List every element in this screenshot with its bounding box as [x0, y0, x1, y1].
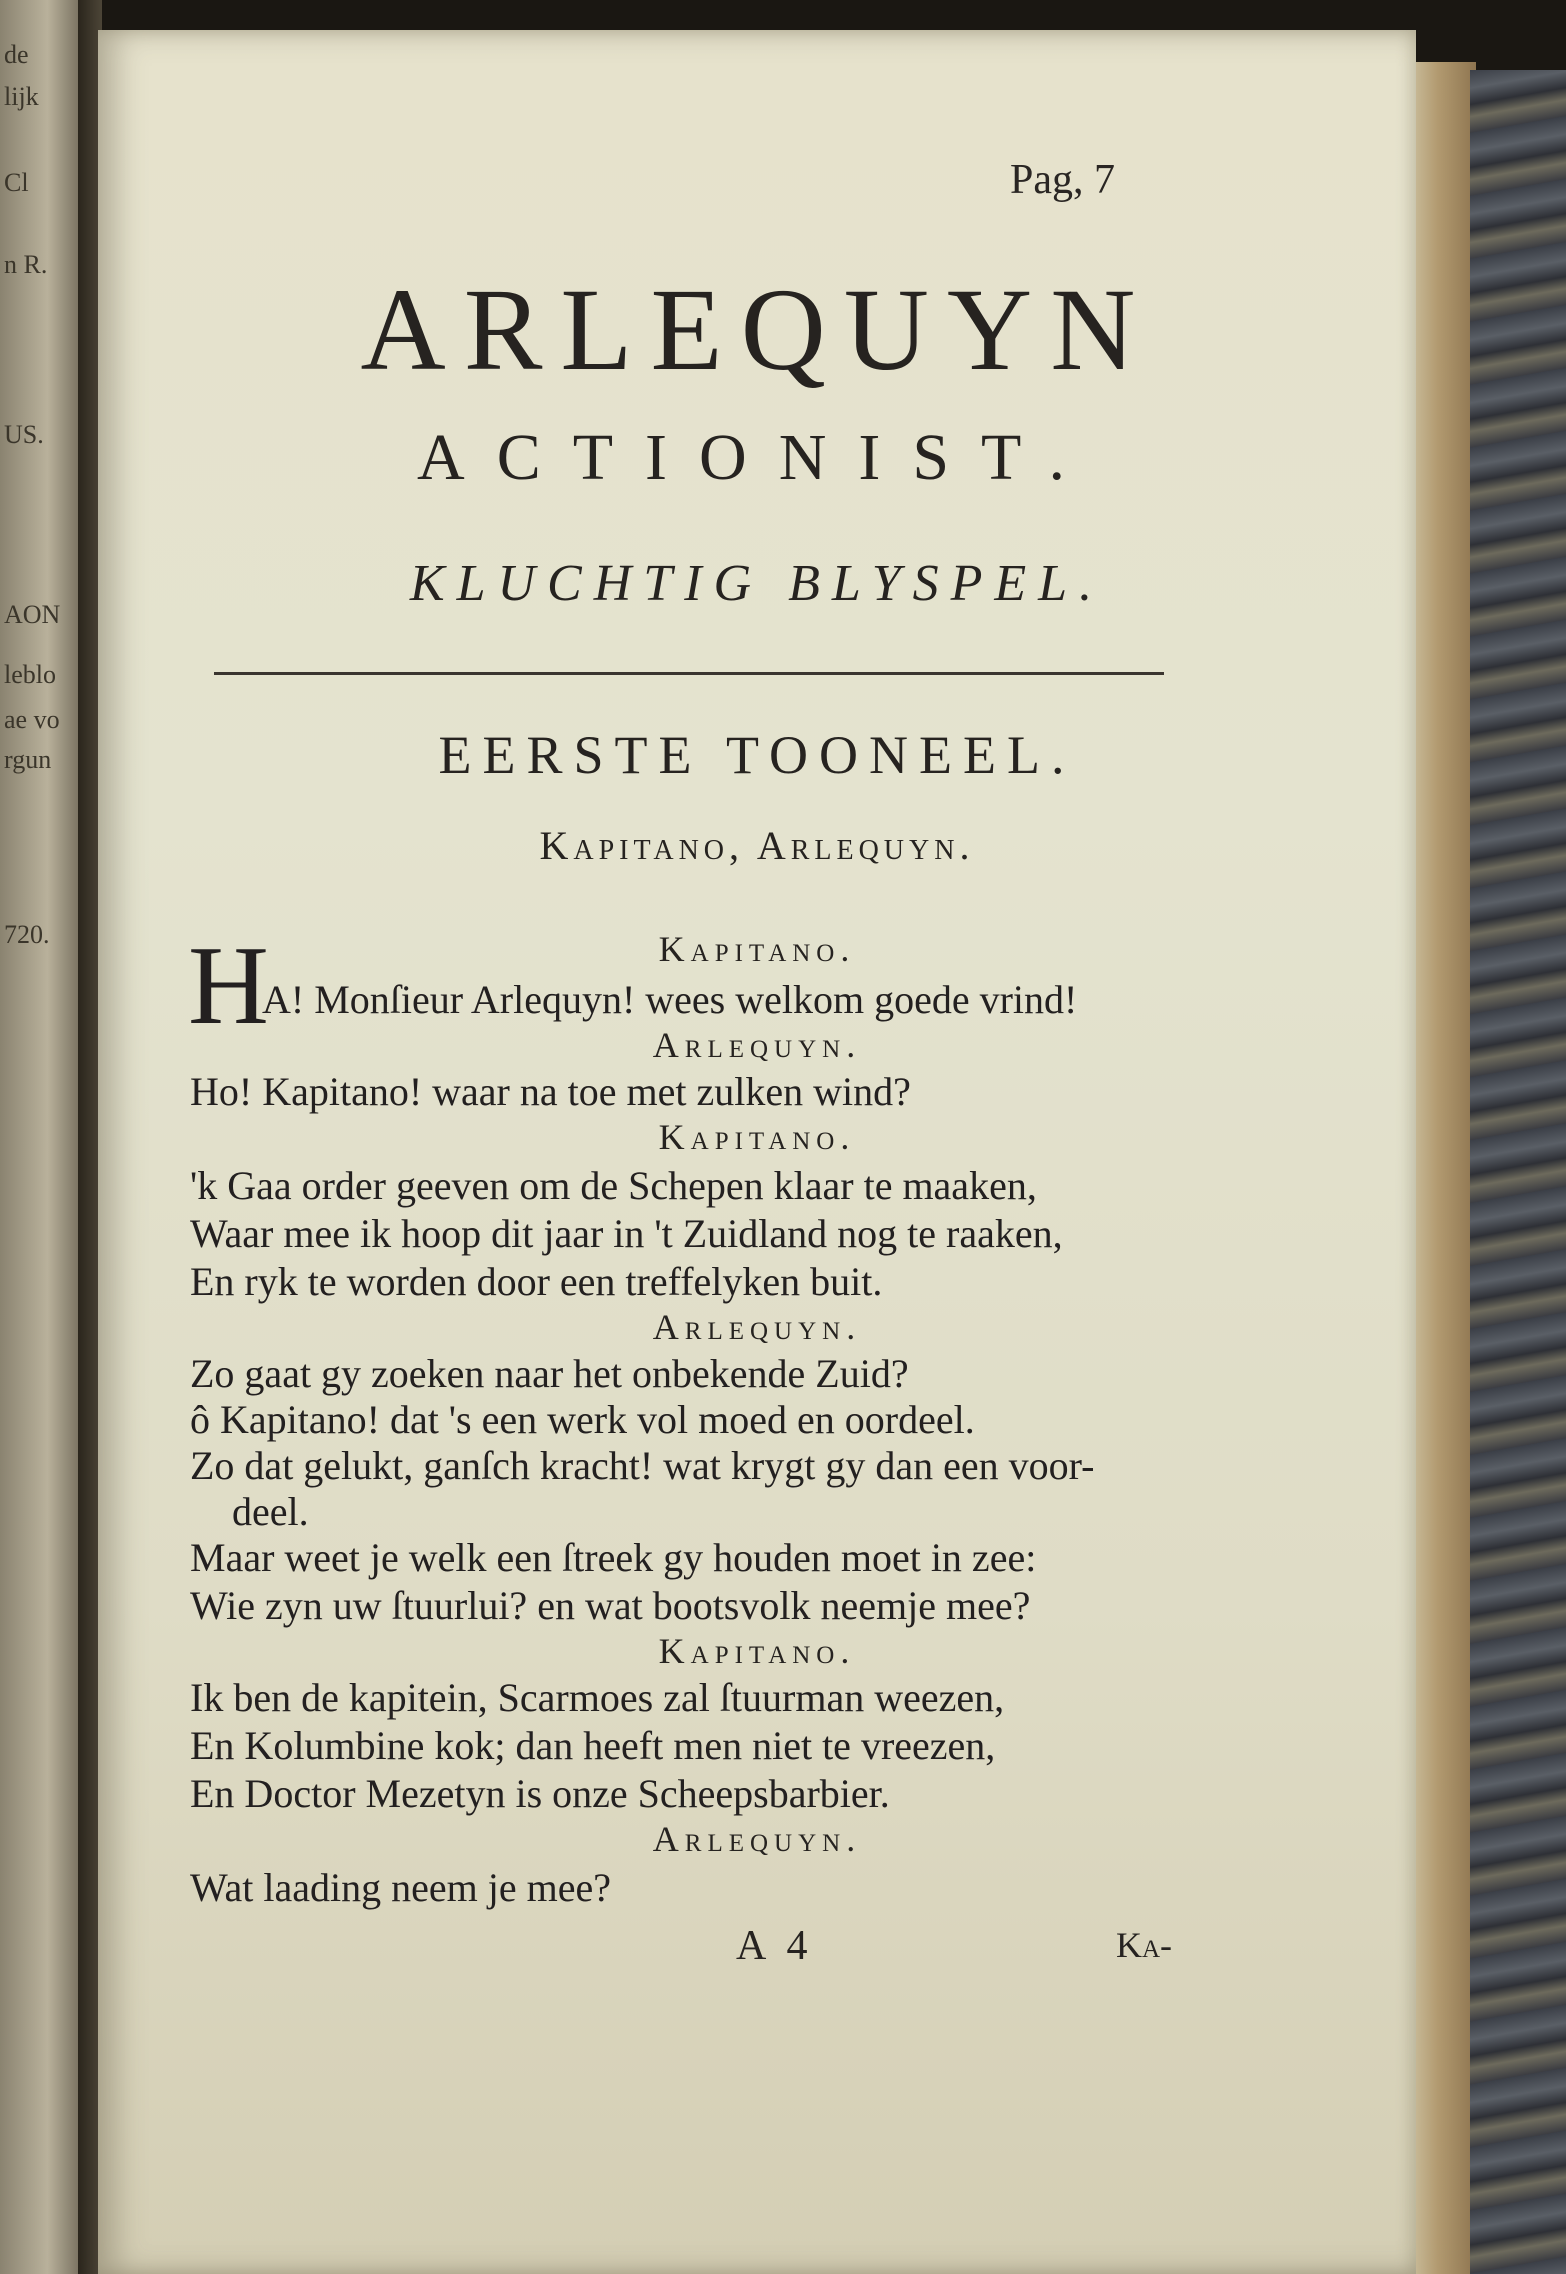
- verse-line: ô Kapitano! dat 's een werk vol moed en oordeel.: [190, 1397, 975, 1442]
- play-title: ARLEQUYN: [360, 264, 1154, 395]
- speaker-name: Kapitano.: [658, 1117, 856, 1157]
- signature-mark: A 4: [736, 1923, 814, 1969]
- verse-line: Ho! Kapitano! waar na toe met zulken wind?: [190, 1069, 911, 1114]
- verse-line: Ik ben de kapitein, Scarmoes zal ſtuurman weezen,: [190, 1675, 1005, 1720]
- speaker-name: Arlequyn.: [652, 1025, 862, 1065]
- left-page-fragment: Cl: [4, 168, 29, 197]
- left-page-fragment: n R.: [4, 250, 48, 279]
- verse-line: En Kolumbine kok; dan heeft men niet te vreezen,: [190, 1723, 996, 1768]
- verse-line: Wat laading neem je mee?: [190, 1865, 612, 1910]
- speaker-name: Arlequyn.: [652, 1307, 862, 1347]
- speaker-name: Arlequyn.: [652, 1819, 862, 1859]
- speaker-name: Kapitano.: [658, 929, 856, 969]
- verse-line: En Doctor Mezetyn is onze Scheepsbarbier.: [190, 1771, 890, 1816]
- left-page-fragment: lijk: [4, 82, 39, 111]
- book-page-edges: [1412, 62, 1476, 2274]
- book-cover-edge: [1470, 70, 1566, 2274]
- catchword: Ka-: [1116, 1925, 1173, 1965]
- left-page-fragment: de: [4, 40, 29, 69]
- verse-line: Waar mee ik hoop dit jaar in 't Zuidland nog te raaken,: [190, 1211, 1063, 1256]
- speaker-name: Kapitano.: [658, 1631, 856, 1671]
- scene-title: EERSTE TOONEEL.: [438, 725, 1076, 785]
- verse-line: Maar weet je welk een ſtreek gy houden moet in zee:: [190, 1535, 1037, 1580]
- verse-line: A! Monſieur Arlequyn! wees welkom goede vrind!: [262, 977, 1078, 1022]
- play-genre: KLUCHTIG BLYSPEL.: [409, 555, 1105, 612]
- verse-line: Zo dat gelukt, ganſch kracht! wat krygt gy dan een voor-: [190, 1443, 1095, 1488]
- left-page-fragment: ae vo: [4, 705, 60, 734]
- verse-line: Wie zyn uw ſtuurlui? en wat bootsvolk neemje mee?: [190, 1583, 1031, 1628]
- left-page-fragment: 720.: [4, 920, 50, 949]
- left-page-fragment: US.: [4, 420, 44, 449]
- play-subtitle: ACTIONIST.: [417, 421, 1097, 494]
- left-facing-page: [0, 0, 86, 2274]
- verse-line: En ryk te worden door een treffelyken buit.: [190, 1259, 883, 1304]
- left-page-fragment: leblo: [4, 660, 56, 689]
- page-number: Pag, 7: [1010, 157, 1115, 203]
- verse-line: deel.: [232, 1489, 309, 1534]
- left-page-fragment: rgun: [4, 745, 52, 774]
- scene-characters: Kapitano, Arlequyn.: [539, 823, 975, 868]
- drop-cap: H: [188, 924, 269, 1048]
- verse-line: Zo gaat gy zoeken naar het onbekende Zuid?: [190, 1351, 909, 1396]
- left-page-fragment: AON: [4, 600, 61, 629]
- verse-line: 'k Gaa order geeven om de Schepen klaar te maaken,: [190, 1163, 1037, 1208]
- horizontal-rule: [214, 672, 1164, 675]
